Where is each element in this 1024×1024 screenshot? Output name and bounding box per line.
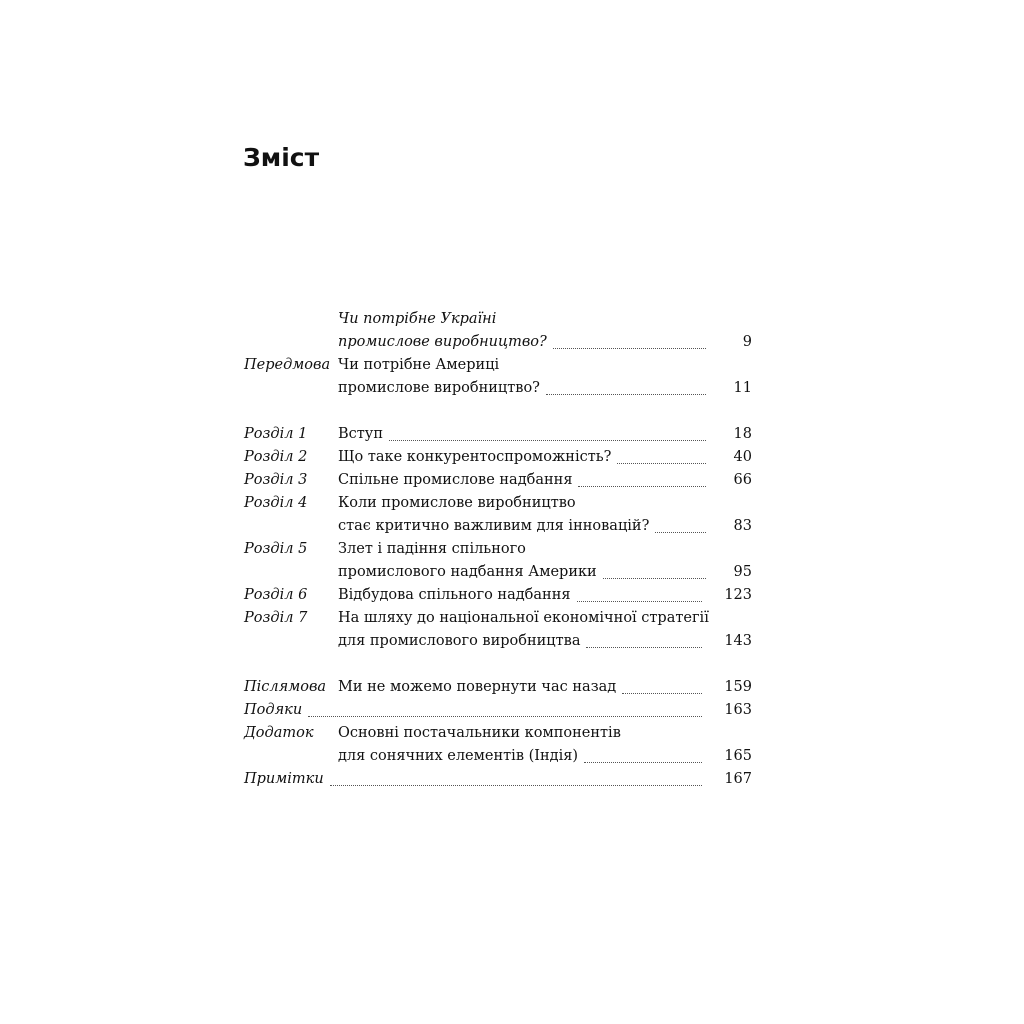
dot-leader [584, 756, 702, 763]
toc-entry-title-line: На шляху до національної економічної стратегії [338, 610, 709, 626]
toc-entry-label: Розділ 4 [244, 495, 308, 511]
toc-entry-chapter-1[interactable] [244, 423, 752, 446]
toc-entry-chapter-6[interactable] [244, 584, 752, 607]
toc-entry-page: 165 [724, 748, 752, 764]
toc-entry-page: 18 [733, 426, 752, 442]
toc-entry-label: Розділ 1 [244, 426, 308, 442]
toc-entry-preface[interactable] [244, 354, 752, 400]
toc-entry-chapter-4[interactable] [244, 492, 752, 538]
dot-leader [617, 457, 706, 464]
dot-leader [308, 710, 702, 717]
toc-entry-title-line: стає критично важливим для інновацій? [338, 518, 650, 534]
toc-entry-title-line: Коли промислове виробництво [338, 495, 576, 511]
dot-leader [622, 687, 702, 694]
toc-entry-page: 11 [733, 380, 752, 396]
toc-entry-notes[interactable] [244, 768, 752, 791]
toc-entry-label: Розділ 5 [244, 541, 308, 557]
toc-entry-chapter-7[interactable] [244, 607, 752, 653]
toc-entry-acknowledgements[interactable] [244, 699, 752, 722]
toc-entry-appendix[interactable] [244, 722, 752, 768]
toc-entry-page: 9 [742, 334, 752, 350]
toc-entry-title-line: для сонячних елементів (Індія) [338, 748, 579, 764]
toc-entry-page: 123 [724, 587, 752, 603]
dot-leader [389, 434, 706, 441]
toc-entry-title-line: Ми не можемо повернути час назад [338, 679, 617, 695]
toc-entry-title-line: Вступ [338, 426, 383, 442]
dot-leader [586, 641, 702, 648]
dot-leader [655, 526, 706, 533]
toc-entry-title-line: для промислового виробництва [338, 633, 581, 649]
toc-entry-title-line: Спільне промислове надбання [338, 472, 573, 488]
toc-entry-title-line: Що таке конкурентоспроможність? [338, 449, 612, 465]
toc-entry-chapter-5[interactable] [244, 538, 752, 584]
toc-entry-page: 40 [733, 449, 752, 465]
toc-entry-ukraine-foreword[interactable] [244, 308, 752, 354]
toc-entry-label: Примітки [244, 771, 324, 787]
section-gap [244, 653, 752, 676]
toc-entry-chapter-2[interactable] [244, 446, 752, 469]
toc-entry-title-line: Злет і падіння спільного [338, 541, 526, 557]
toc-entry-page: 167 [724, 771, 752, 787]
toc-entry-title-line: промислове виробництво? [338, 334, 547, 350]
toc-entry-label: Передмова [244, 357, 331, 373]
page-title: Зміст [243, 143, 320, 172]
toc-entry-label: Розділ 2 [244, 449, 308, 465]
toc-entry-label: Розділ 6 [244, 587, 308, 603]
toc-entry-title-line: Основні постачальники компонентів [338, 725, 621, 741]
dot-leader [603, 572, 706, 579]
toc-entry-label: Розділ 3 [244, 472, 308, 488]
dot-leader [578, 480, 706, 487]
toc-entry-page: 143 [724, 633, 752, 649]
toc-entry-label: Післямова [244, 679, 327, 695]
toc-entry-page: 95 [733, 564, 752, 580]
dot-leader [330, 779, 703, 786]
toc-entry-chapter-3[interactable] [244, 469, 752, 492]
toc-entry-title-line: Чи потрібне Україні [338, 311, 497, 327]
toc-entry-page: 83 [733, 518, 752, 534]
toc-entry-title-line: промислове виробництво? [338, 380, 540, 396]
toc-entry-afterword[interactable] [244, 676, 752, 699]
toc-entry-page: 66 [733, 472, 752, 488]
toc-entry-label: Розділ 7 [244, 610, 308, 626]
section-gap [244, 400, 752, 423]
dot-leader [546, 388, 706, 395]
toc-entry-label: Подяки [244, 702, 303, 718]
toc-entry-page: 163 [724, 702, 752, 718]
dot-leader [553, 342, 706, 349]
dot-leader [577, 595, 703, 602]
table-of-contents [244, 308, 752, 791]
toc-entry-title-line: Чи потрібне Америці [338, 357, 500, 373]
toc-entry-label: Додаток [244, 725, 314, 741]
toc-entry-title-line: промислового надбання Америки [338, 564, 597, 580]
toc-entry-page: 159 [724, 679, 752, 695]
toc-entry-title-line: Відбудова спільного надбання [338, 587, 571, 603]
